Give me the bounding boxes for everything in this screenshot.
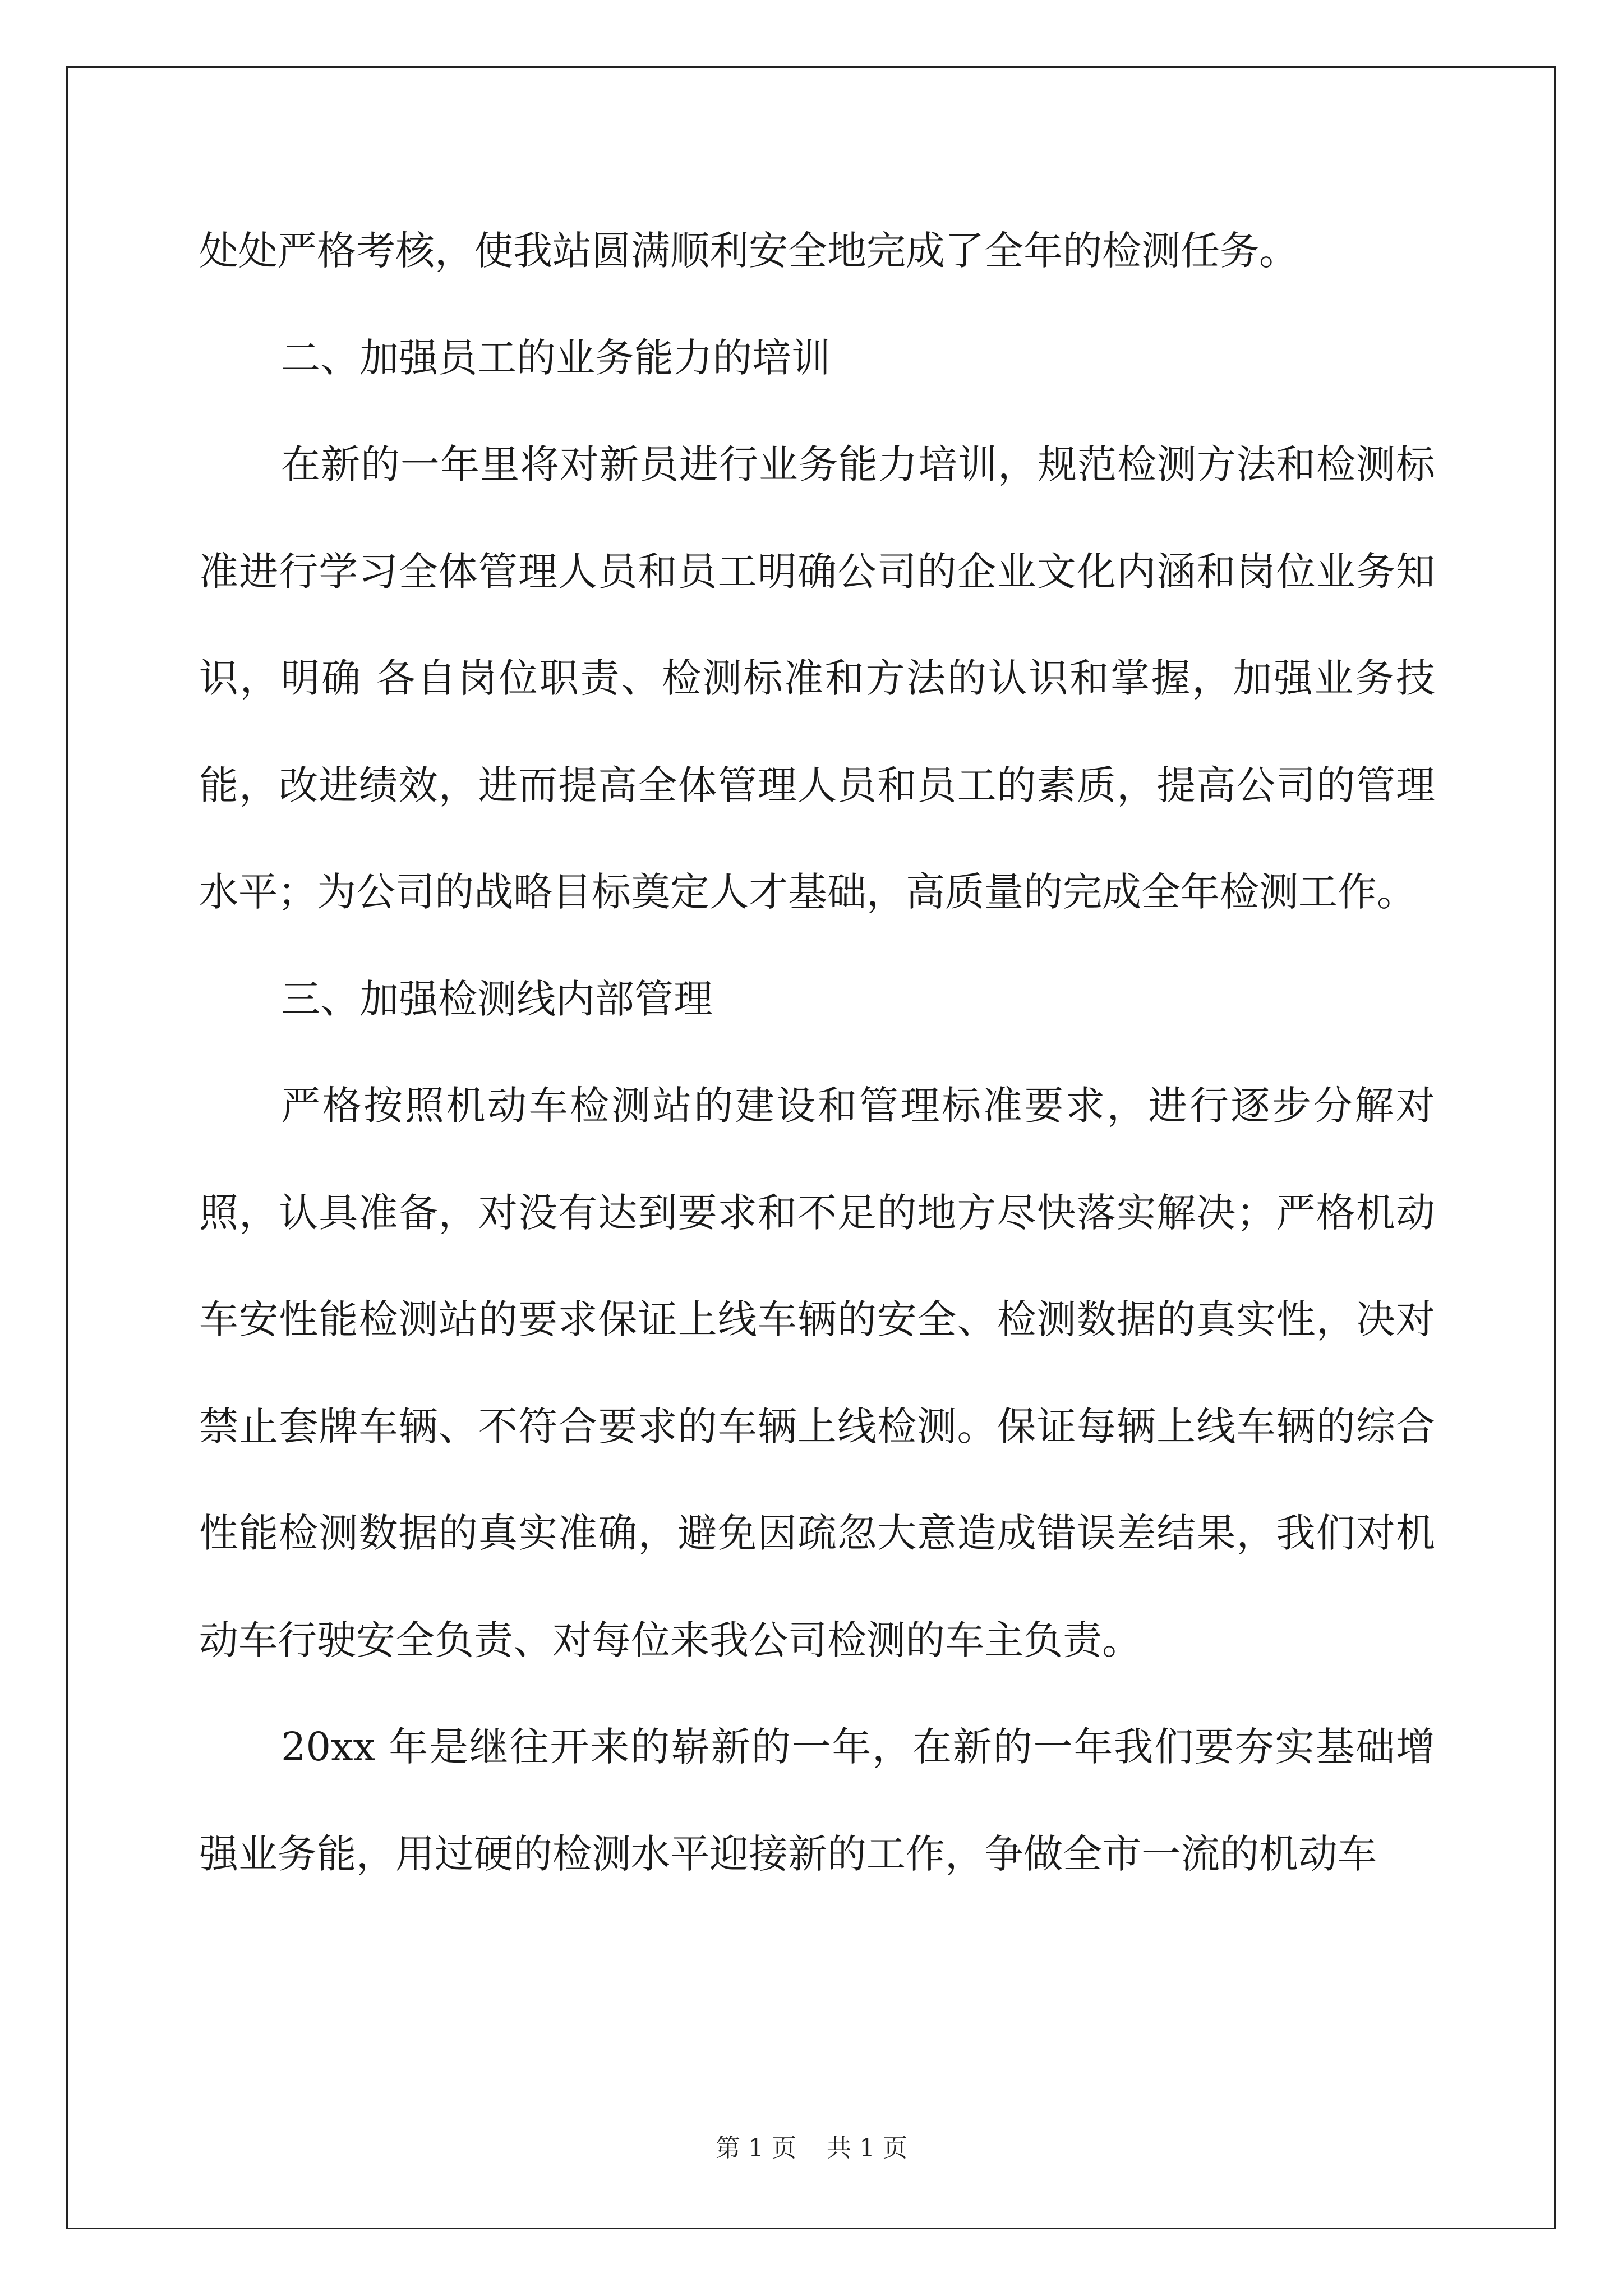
- paragraph-1: 处处严格考核，使我站圆满顺利安全地完成了全年的检测任务。: [199, 228, 1298, 274]
- page-number-total: 共 1 页: [827, 2134, 907, 2162]
- paragraph-3: 严格按照机动车检测站的建设和管理标准要求，进行逐步分解对照，认具准备，对没有达到要求和不足的地方尽快落实解决；严格机动车安性能检测站的要求保证上线车辆的安全、检测数据的真实性，决对禁止套牌车辆、不符合要求的车辆上线检测。保证每辆上线车辆的综合性能检测数据的真实准确，避免因疏忽大意造成错误差结果，我们对机动车行驶安全负责、对每位来我公司检测的车主负责。: [199, 1083, 1435, 1663]
- page-number-current: 第 1 页: [716, 2134, 796, 2162]
- document-body: [199, 197, 1435, 1907]
- page-footer: [0, 2132, 1623, 2165]
- section-heading-3: 三、加强检测线内部管理: [281, 976, 713, 1022]
- paragraph-2: 在新的一年里将对新员进行业务能力培训，规范检测方法和检测标准进行学习全体管理人员和员工明确公司的企业文化内涵和岗位业务知识，明确 各自岗位职责、检测标准和方法的认识和掌握，加强业务技能，改进绩效，进而提高全体管理人员和员工的素质，提高公司的管理水平；为公司的战略目标奠定人才基础，高质量的完成全年检测工作。: [199, 441, 1435, 915]
- paragraph-4: 20xx 年是继往开来的崭新的一年，在新的一年我们要夯实基础增强业务能，用过硬的检测水平迎接新的工作，争做全市一流的机动车: [199, 1724, 1435, 1877]
- section-heading-2: 二、加强员工的业务能力的培训: [281, 334, 831, 381]
